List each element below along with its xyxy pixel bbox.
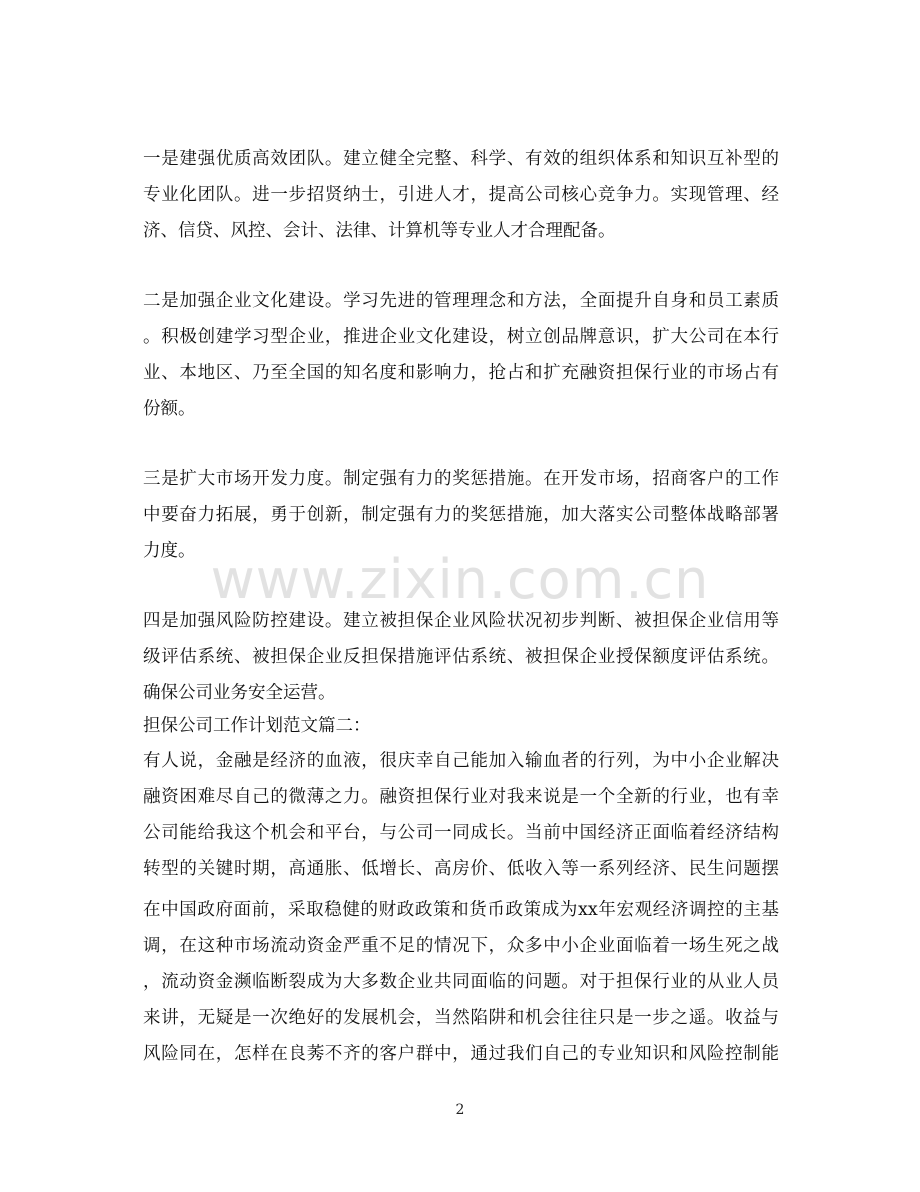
paragraph-1-line-1: 一是建强优质高效团队。建立健全完整、科学、有效的组织体系和知识互补型的 [143,149,779,169]
watermark: www.zixin.com.cn [210,548,710,611]
paragraph-4-line-2: 级评估系统、被担保企业反担保措施评估系统、被担保企业授保额度评估系统。 [143,647,779,667]
paragraph-6-line-4: 转型的关键时期，高通胀、低增长、高房价、低收入等一系列经济、民生问题摆 [143,859,779,879]
paragraph-3-line-2: 中要奋力拓展，勇于创新，制定强有力的奖惩措施，加大落实公司整体战略部署 [143,505,779,525]
paragraph-4-line-3: 确保公司业务安全运营。 [143,683,336,703]
paragraph-6-line-5: 在中国政府面前，采取稳健的财政政策和货币政策成为xx年宏观经济调控的主基 [143,900,779,920]
section-heading: 担保公司工作计划范文篇二： [143,716,371,736]
paragraph-6-line-8: 来讲，无疑是一次绝好的发展机会，当然陷阱和机会往往只是一步之遥。收益与 [143,1008,779,1028]
paragraph-1-line-3: 济、信贷、风控、会计、法律、计算机等专业人才合理配备。 [143,221,616,241]
paragraph-4-line-1: 四是加强风险防控建设。建立被担保企业风险状况初步判断、被担保企业信用等 [143,611,779,631]
paragraph-2-line-1: 二是加强企业文化建设。学习先进的管理理念和方法，全面提升自身和员工素质 [143,291,779,311]
paragraph-6-line-9: 风险同在，怎样在良莠不齐的客户群中，通过我们自己的专业知识和风险控制能 [143,1044,779,1064]
paragraph-3-line-3: 力度。 [143,541,196,561]
paragraph-6-line-1: 有人说，金融是经济的血液，很庆幸自己能加入输血者的行列，为中小企业解决 [143,751,779,771]
paragraph-6-line-6: 调，在这种市场流动资金严重不足的情况下，众多中小企业面临着一场生死之战 [143,936,779,956]
paragraph-2-line-3: 业、本地区、乃至全国的知名度和影响力，抢占和扩充融资担保行业的市场占有 [143,363,779,383]
paragraph-1-line-2: 专业化团队。进一步招贤纳士，引进人才，提高公司核心竞争力。实现管理、经 [143,185,779,205]
paragraph-2-line-4: 份额。 [143,399,196,419]
paragraph-6-line-7: ，流动资金濒临断裂成为大多数企业共同面临的问题。对于担保行业的从业人员 [143,972,779,992]
paragraph-6-line-2: 融资困难尽自己的微薄之力。融资担保行业对我来说是一个全新的行业，也有幸 [143,787,779,807]
paragraph-2-line-2: 。积极创建学习型企业，推进企业文化建设，树立创品牌意识，扩大公司在本行 [143,327,779,347]
page-number: 2 [455,1102,465,1118]
paragraph-6-line-3: 公司能给我这个机会和平台，与公司一同成长。当前中国经济正面临着经济结构 [143,823,779,843]
paragraph-3-line-1: 三是扩大市场开发力度。制定强有力的奖惩措施。在开发市场，招商客户的工作 [143,469,779,489]
